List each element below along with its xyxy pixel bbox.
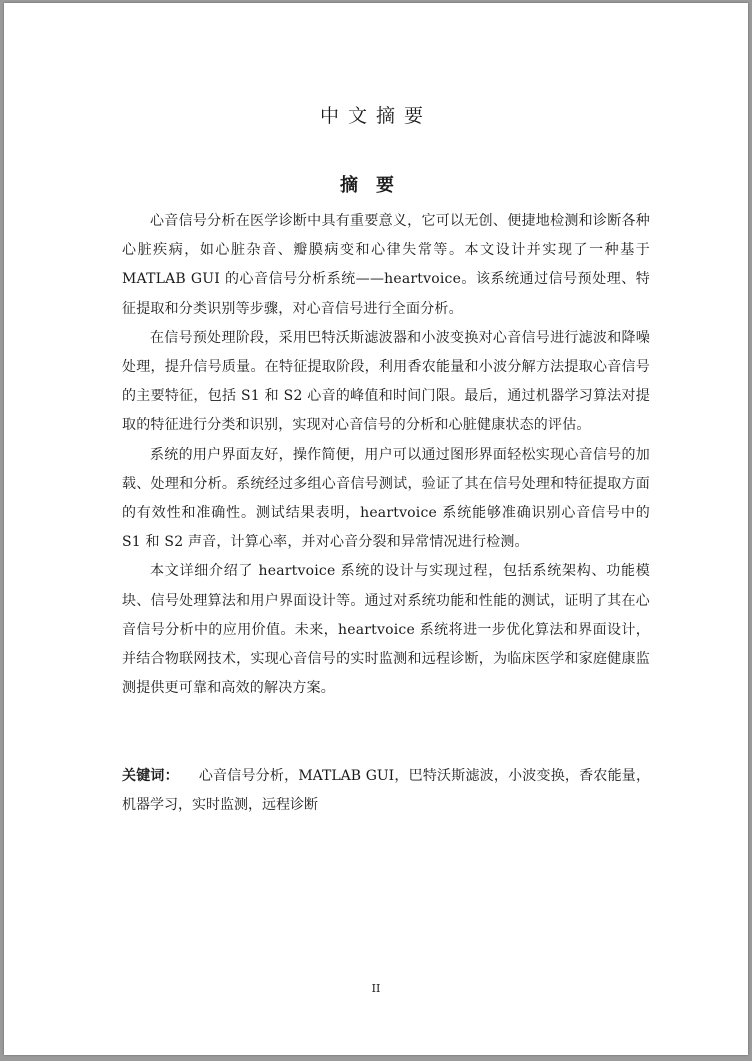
page-title: 中文摘要 xyxy=(319,105,432,127)
abstract-paragraph-4: 本文详细介绍了 heartvoice 系统的设计与实现过程，包括系统架构、功能模块、信号处理算法和用户界面设计等。通过对系统功能和性能的测试，证明了其在心音信号分析中的应用价值。未来，heartvoice 系统将进一步优化算法和界面设计，并结合物联网技术，实现心音信号的实时监测和远程诊断，为临床医学和家庭健康监测提供更可靠和高效的解决方案。 xyxy=(122,563,650,697)
abstract-paragraph-2: 在信号预处理阶段，采用巴特沃斯滤波器和小波变换对心音信号进行滤波和降噪处理，提升信号质量。在特征提取阶段，利用香农能量和小波分解方法提取心音信号的主要特征，包括 S1 和 S2 心音的峰值和时间门限。最后，通过机器学习算法对提取的特征进行分类和识别，实现对心音信号的分析和心脏健康状态的评估。 xyxy=(122,329,650,434)
keywords-label: 关键词： xyxy=(122,768,179,784)
keywords-text: 心音信号分析，MATLAB GUI，巴特沃斯滤波，小波变换，香农能量，机器学习，实时监测，远程诊断 xyxy=(122,768,650,813)
page-number: II xyxy=(371,982,381,995)
abstract-body xyxy=(122,207,650,703)
keywords-line xyxy=(122,762,650,820)
document-page xyxy=(4,3,748,1055)
abstract-heading: 摘要 xyxy=(340,175,412,196)
abstract-paragraph-1: 心音信号分析在医学诊断中具有重要意义，它可以无创、便捷地检测和诊断各种心脏疾病，如心脏杂音、瓣膜病变和心律失常等。本文设计并实现了一种基于 MATLAB GUI 的心音信号分析系统——heartvoice。该系统通过信号预处理、特征提取和分类识别等步骤，对心音信号进行全面分析。 xyxy=(122,213,650,317)
abstract-paragraph-3: 系统的用户界面友好，操作简便，用户可以通过图形界面轻松实现心音信号的加载、处理和分析。系统经过多组心音信号测试，验证了其在信号处理和特征提取方面的有效性和准确性。测试结果表明，heartvoice 系统能够准确识别心音信号中的 S1 和 S2 声音，计算心率，并对心音分裂和异常情况进行检测。 xyxy=(122,446,650,551)
